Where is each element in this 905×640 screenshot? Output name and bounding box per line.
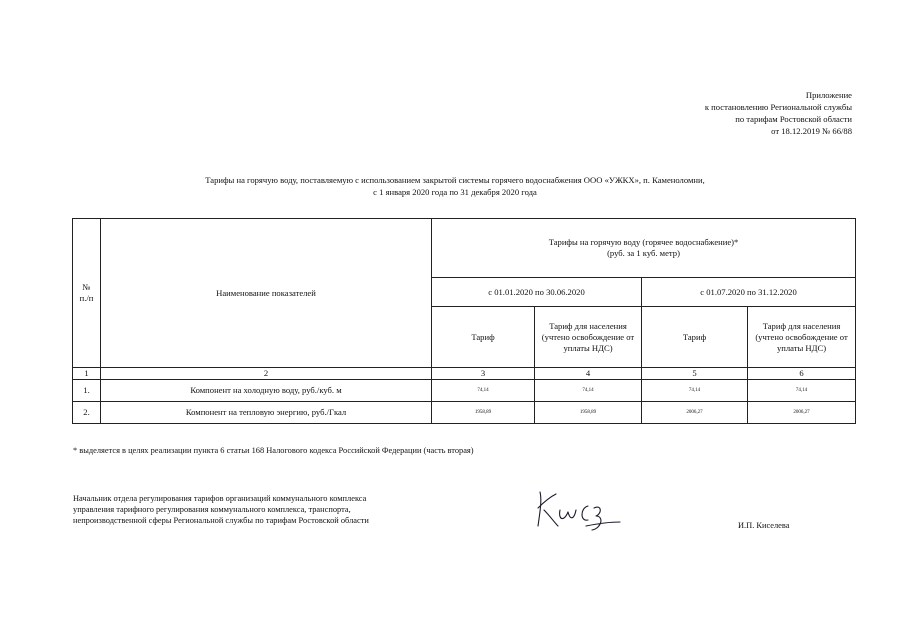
column-numbers-row (73, 368, 856, 380)
signer-title-line: непроизводственной сферы Региональной службы по тарифам Ростовской области (73, 516, 369, 525)
population-line: (учтено освобождение от (541, 331, 635, 342)
footnote: * выделяется в целях реализации пункта 6 статьи 168 Налогового кодекса Российской Федерации (часть вторая) (73, 446, 474, 455)
title-line: Тарифы на горячую воду, поставляемую с использованием закрытой системы горячего водоснабжения ООО «УЖКХ», п. Каменоломни, (205, 175, 705, 185)
population-line: Тариф для населения (762, 320, 841, 331)
table-row (73, 380, 856, 402)
row-value: 2006,27 (748, 402, 856, 424)
appendix-line: Приложение (805, 90, 852, 100)
tariff-group-unit: (руб. за 1 куб. метр) (607, 248, 680, 258)
appendix-line: от 18.12.2019 № 66/88 (771, 126, 852, 136)
tariff-group-title: Тарифы на горячую воду (горячее водоснабжение)* (548, 237, 739, 247)
row-number: 1. (73, 380, 101, 402)
sub-header-tariff: Тариф (432, 307, 535, 368)
column-number: 5 (642, 368, 748, 380)
signature-mark (530, 486, 622, 532)
header-name-cell: Наименование показателей (101, 219, 432, 368)
appendix-line: к постановлению Региональной службы (704, 102, 852, 112)
row-value: 1958,89 (535, 402, 642, 424)
header-tariff-group (432, 219, 856, 278)
population-line: Тариф для населения (549, 320, 627, 331)
signer-title-line: управления тарифного регулирования коммунального комплекса, транспорта, (73, 505, 351, 514)
appendix-line: по тарифам Ростовской области (735, 114, 852, 124)
column-number: 4 (535, 368, 642, 380)
row-value: 74,14 (748, 380, 856, 402)
column-number: 6 (748, 368, 856, 380)
header-number-symbol: № (82, 282, 91, 292)
row-name: Компонент на холодную воду, руб./куб. м (101, 380, 432, 402)
title-line: с 1 января 2020 года по 31 декабря 2020 года (373, 187, 537, 197)
sub-header-population (748, 307, 856, 368)
population-line: уплаты НДС) (776, 342, 827, 353)
sub-header-population (535, 307, 642, 368)
table-row (73, 402, 856, 424)
document-title (60, 174, 850, 198)
row-value: 74,14 (432, 380, 535, 402)
tariff-table (72, 218, 856, 424)
population-line: уплаты НДС) (563, 342, 613, 353)
signer-title-line: Начальник отдела регулирования тарифов организаций коммунального комплекса (73, 494, 367, 503)
period-1-header: с 01.01.2020 по 30.06.2020 (432, 278, 642, 307)
column-number: 2 (101, 368, 432, 380)
column-number: 3 (432, 368, 535, 380)
period-2-header: с 01.07.2020 по 31.12.2020 (642, 278, 856, 307)
row-value: 74,14 (642, 380, 748, 402)
population-line: (учтено освобождение от (755, 331, 848, 342)
header-number-label: п./п (79, 293, 94, 303)
row-value: 2006,27 (642, 402, 748, 424)
signer-name: И.П. Киселева (738, 521, 790, 530)
signer-title (73, 493, 433, 526)
header-number-cell (73, 219, 101, 368)
sub-header-tariff: Тариф (642, 307, 748, 368)
row-number: 2. (73, 402, 101, 424)
appendix-block (552, 89, 852, 137)
row-value: 1958,89 (432, 402, 535, 424)
row-name: Компонент на тепловую энергию, руб./Гкал (101, 402, 432, 424)
row-value: 74,14 (535, 380, 642, 402)
column-number: 1 (73, 368, 101, 380)
